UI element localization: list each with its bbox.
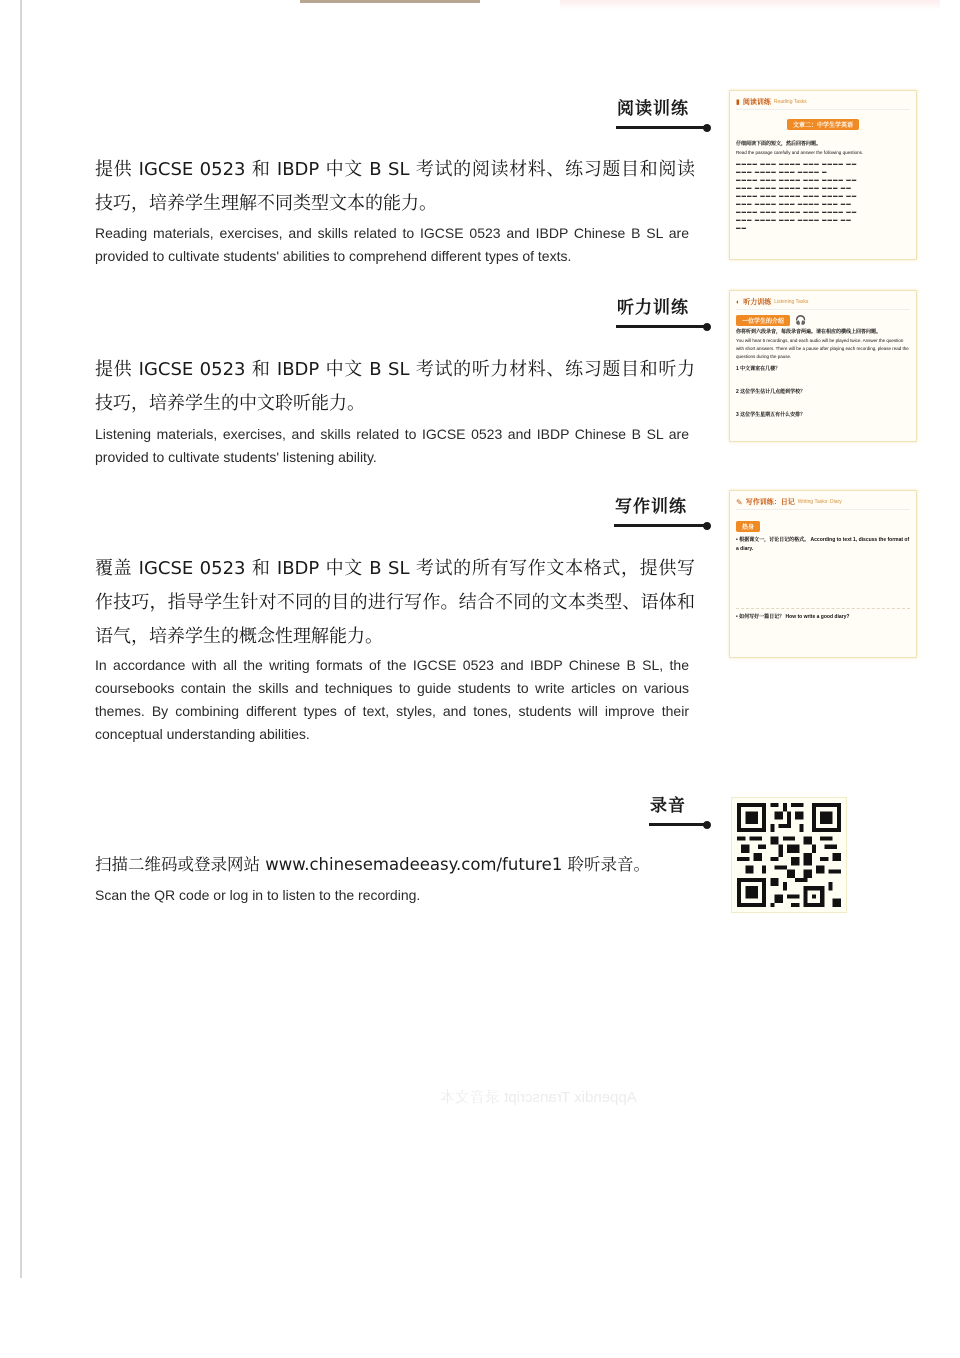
thumb-title: 阅读训练 <box>742 99 771 106</box>
thumb-instruction: 仔细阅读下面的短文，然后回答问题。 <box>736 141 822 147</box>
thumb-title: 写作训练：日记 <box>745 499 795 506</box>
thumb-question: • 根据课文一，讨论日记的格式。 According to text 1, discuss the format of a diary. <box>736 537 910 552</box>
thumb-title: 听力训练 <box>743 299 772 306</box>
english-description: In accordance with all the writing formats of the IGCSE 0523 and IBDP Chinese B SL, the coursebooks contain the skills and techniques to guide students to write articles on various themes. By combining different types of text, styles, and tones, students will improve their conceptual understanding abilities. <box>95 657 689 742</box>
listening-thumbnail <box>729 290 917 442</box>
reading-thumbnail <box>729 90 917 260</box>
chinese-description: 提供 IGCSE 0523 和 IBDP 中文 B SL 考试的听力材料、练习题目和听力技巧，培养学生的中文聆听能力。 <box>95 359 695 414</box>
english-description: Scan the QR code or log in to listen to the recording. <box>95 887 421 903</box>
headphones-icon: 🎧 <box>795 315 807 325</box>
thumb-pill: 热身 <box>736 521 760 532</box>
headphone-icon: ◐ <box>736 298 741 306</box>
thumb-instruction-en: Read the passage carefully and answer the following questions. <box>736 150 864 155</box>
thumb-question: • 如何写好一篇日记？ How to write a good diary? <box>736 614 850 620</box>
thumb-question: 1 中文课室在几楼？ <box>736 366 781 372</box>
bleed-through-text: Appendix Transcript 录音文本 <box>440 1089 637 1106</box>
section-heading: 听力训练 <box>617 298 689 318</box>
scan-artifact <box>300 0 480 3</box>
section-heading: 写作训练 <box>615 497 687 517</box>
divider <box>736 608 910 609</box>
thumb-question: 3 这位学生星期五有什么安排？ <box>736 412 806 418</box>
heading-rule <box>649 823 708 826</box>
thumb-question: 2 这位学生估计几点能到学校？ <box>736 389 806 395</box>
section-heading: 录音 <box>650 796 686 816</box>
english-description: Listening materials, exercises, and skills related to IGCSE 0523 and IBDP Chinese B SL are provided to cultivate students' listening ability. <box>95 426 689 465</box>
thumb-pill: 文章二：中学生学英语 <box>787 119 859 130</box>
heading-rule <box>614 524 708 527</box>
scan-artifact <box>560 0 940 10</box>
thumb-subtitle: Reading Tasks <box>773 99 807 105</box>
thumb-subtitle: Listening Tasks <box>774 299 809 305</box>
qr-code[interactable] <box>731 797 847 913</box>
writing-thumbnail <box>729 490 917 658</box>
english-description: Reading materials, exercises, and skills related to IGCSE 0523 and IBDP Chinese B SL are provided to cultivate students' abilities to comprehend different types of texts. <box>95 225 689 264</box>
chinese-description: 提供 IGCSE 0523 和 IBDP 中文 B SL 考试的阅读材料、练习题目和阅读技巧，培养学生理解不同类型文本的能力。 <box>95 159 695 214</box>
thumb-subtitle: Writing Tasks: Diary <box>797 499 842 505</box>
thumb-instruction-en: You will hear 6 recordings, and each audio will be played twice. Answer the question with short answers. There will be a pause after playing each recording, please read the questions during the pause. <box>736 338 909 359</box>
heading-rule <box>616 126 708 129</box>
page-edge <box>20 0 22 1278</box>
section-heading: 阅读训练 <box>617 99 689 119</box>
chinese-description: 覆盖 IGCSE 0523 和 IBDP 中文 B SL 考试的所有写作文本格式，提供写作技巧，指导学生针对不同的目的进行写作。结合不同的文本类型、语体和语气，培养学生的概念性理解能力。 <box>95 558 695 647</box>
qr-code-icon <box>737 803 841 907</box>
chinese-description: 扫描二维码或登录网站 www.chinesemadeeasy.com/future1 聆听录音。 <box>95 855 651 874</box>
thumb-body: ▬▬▬▬ ▬▬▬ ▬▬▬▬ ▬▬▬ ▬▬▬▬ ▬▬ ▬▬▬ ▬▬▬▬ ▬▬▬ ▬▬▬▬ ▬ ▬▬▬▬ ▬▬▬ ▬▬▬▬ ▬▬▬ ▬▬▬▬ ▬▬ ▬▬▬ ▬▬▬▬ ▬▬▬▬ ▬▬▬ ▬▬▬ ▬▬ ▬▬▬▬ ▬▬▬ ▬▬▬▬ ▬▬▬ ▬▬▬▬ ▬▬ ▬▬▬ ▬▬▬▬ ▬▬▬ ▬▬▬▬ ▬▬▬ ▬▬ ▬▬▬▬ ▬▬▬ ▬▬▬▬ ▬▬▬ ▬▬▬▬ ▬▬ ▬▬▬ ▬▬▬▬ ▬▬▬ ▬▬▬▬ ▬▬▬ ▬▬ ▬▬ <box>736 161 858 230</box>
book-icon: ▮ <box>736 99 740 106</box>
thumb-instruction: 你将听到六段录音，每段录音两遍。请在相应的横线上回答问题。 <box>736 329 882 335</box>
thumb-pill: 一位学生的介绍 <box>736 315 790 326</box>
heading-rule <box>616 325 708 328</box>
pencil-icon: ✎ <box>736 497 743 507</box>
